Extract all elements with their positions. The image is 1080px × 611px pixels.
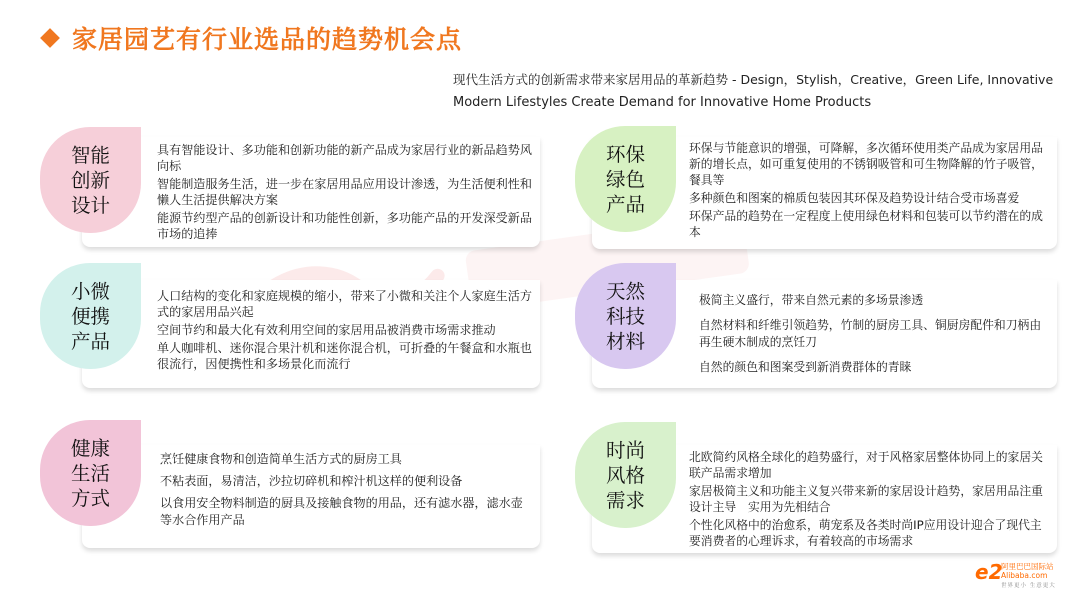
logo-text: 阿里巴巴国际站 Alibaba.com — [1001, 562, 1054, 580]
card-label-healthy-lifestyle: 健康生活方式 — [40, 420, 141, 526]
card-line: 单人咖啡机、迷你混合果汁机和迷你混合机，可折叠的午餐盒和水瓶也很流行，因便携性和多场景化而流行 — [157, 341, 532, 371]
card-line: 智能制造服务生活，进一步在家居用品应用设计渗透，为生活便利性和懒人生活提供解决方案 — [157, 177, 532, 207]
card-line: 自然材料和纤维引领趋势，竹制的厨房工具、铜厨房配件和刀柄由再生硬木制成的烹饪刀 — [699, 318, 1042, 349]
card-line: 人口结构的变化和家庭规模的缩小，带来了小微和关注个人家庭生活方式的家居用品兴起 — [157, 289, 532, 319]
card-compact-portable — [82, 280, 540, 388]
card-line: 以食用安全物料制造的厨具及接触食物的用品，还有滤水器，滤水壶等水合作用产品 — [160, 496, 523, 527]
card-label-smart-design: 智能创新设计 — [40, 127, 141, 233]
card-label-compact-portable: 小微便携产品 — [40, 263, 141, 369]
alibaba-logo — [975, 560, 1067, 596]
card-line: 不粘表面，易清洁，沙拉切碎机和榨汁机这样的便利设备 — [160, 474, 463, 488]
card-line: 个性化风格中的治愈系，萌宠系及各类时尚IP应用设计迎合了现代主要消费者的心理诉求，有着较高的市场需求 — [689, 518, 1042, 548]
card-line: 自然的颜色和图案受到新消费群体的青睐 — [699, 360, 912, 374]
card-label-eco-products: 环保绿色产品 — [575, 126, 676, 232]
card-line: 空间节约和最大化有效利用空间的家居用品被消费市场需求推动 — [157, 323, 496, 337]
page-title: 家居园艺有行业选品的趋势机会点 — [72, 25, 463, 54]
subtitle-en: Modern Lifestyles Create Demand for Innovative Home Products — [453, 95, 872, 110]
card-healthy-lifestyle — [82, 445, 540, 548]
card-line: 极简主义盛行，带来自然元素的多场景渗透 — [699, 293, 924, 307]
card-line: 北欧简约风格全球化的趋势盛行，对于风格家居整体协同上的家居关联产品需求增加 — [689, 450, 1043, 480]
title-diamond-icon — [40, 28, 60, 48]
card-smart-design — [82, 137, 540, 247]
alibaba-logo-icon: e2 — [975, 560, 1003, 584]
card-line: 能源节约型产品的创新设计和功能性创新，多功能产品的开发深受新品市场的追捧 — [157, 211, 532, 241]
card-line: 多种颜色和图案的棉质包装因其环保及趋势设计结合受市场喜爱 — [689, 191, 1020, 205]
logo-tagline: 世界更小 生意更大 — [1001, 583, 1056, 589]
card-line: 烹饪健康食物和创造简单生活方式的厨房工具 — [160, 452, 402, 466]
card-label-fashion-style: 时尚风格需求 — [575, 422, 676, 528]
card-line: 家居极简主义和功能主义复兴带来新的家居设计趋势，家居用品注重设计主导 实用为先相结合 — [689, 484, 1043, 514]
card-line: 环保产品的趋势在一定程度上使用绿色材料和包装可以节约潜在的成本 — [689, 209, 1043, 239]
card-label-natural-materials: 天然科技材料 — [575, 263, 676, 369]
card-line: 具有智能设计、多功能和创新功能的新产品成为家居行业的新品趋势风向标 — [157, 143, 532, 173]
card-line: 环保与节能意识的增强，可降解，多次循环使用类产品成为家居用品新的增长点，如可重复使用的不锈钢吸管和可生物降解的竹子吸管，餐具等 — [689, 141, 1043, 187]
subtitle-cn: 现代生活方式的创新需求带来家居用品的革新趋势 - Design，Stylish，Creative，Green Life, Innovative — [453, 72, 1054, 87]
